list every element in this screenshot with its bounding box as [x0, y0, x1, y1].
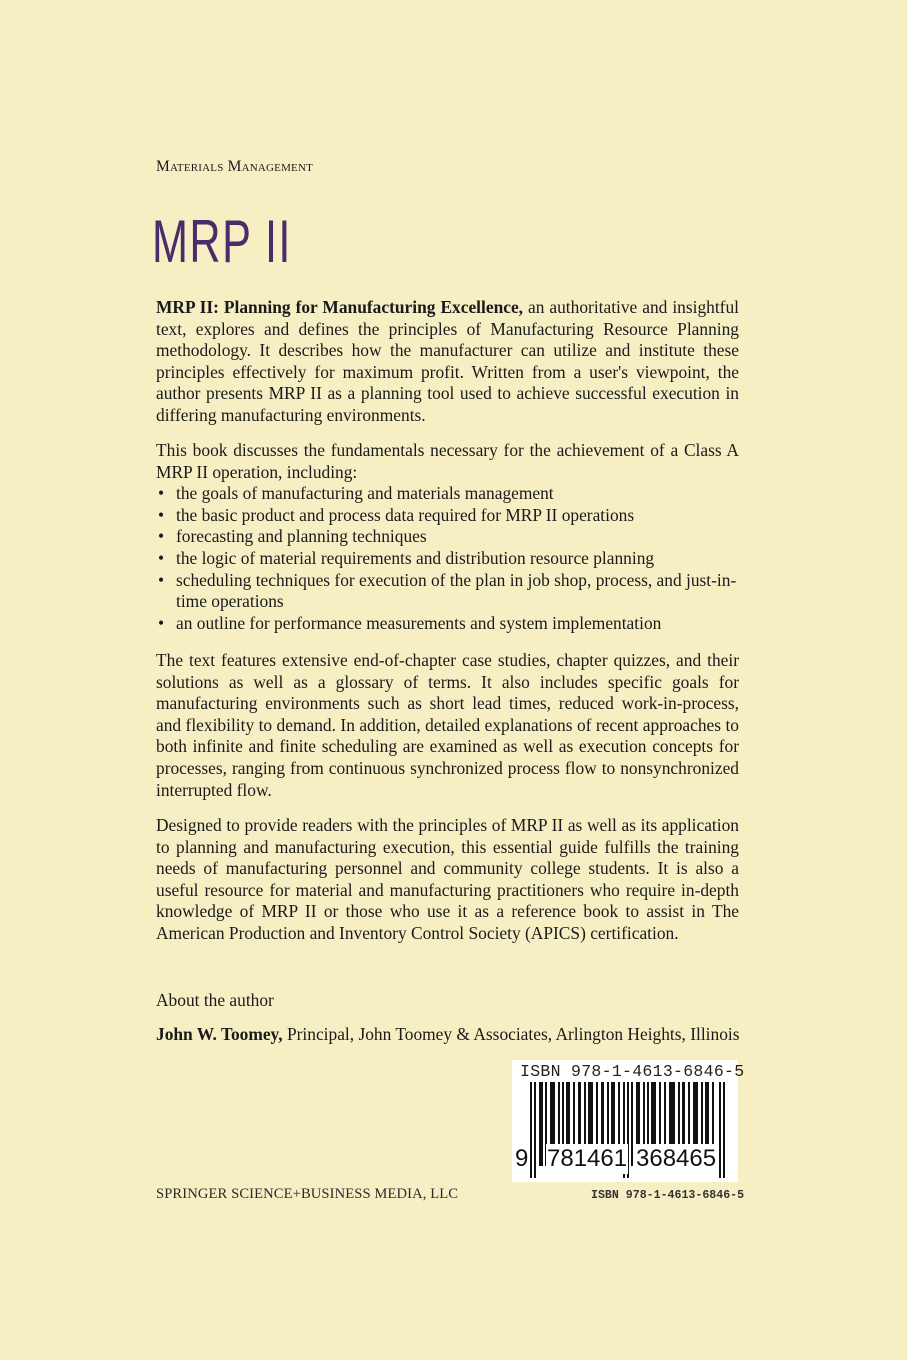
- book-title: MRP II: [152, 208, 292, 275]
- features-paragraph: The text features extensive end-of-chapter case studies, chapter quizzes, and their solutions as well as a glossary of terms. It also includes specific goals for manufacturing environments such as short lead times, reduced work-in-process, and flexibility to demand. In addition, detailed explanations of recent approaches to both infinite and finite scheduling are examined as well as execution concepts for processes, ranging from continuous synchronized process flow to nonsynchronized interrupted flow.: [156, 650, 739, 800]
- bullet-icon: •: [158, 612, 165, 633]
- author-name: John W. Toomey,: [156, 1024, 283, 1044]
- barcode-digits-right: 368465: [636, 1145, 717, 1172]
- fundamentals-lead: This book discusses the fundamentals necessary for the achievement of a Class A MRP II operation, including:: [156, 440, 739, 482]
- list-item-text: the goals of manufacturing and materials management: [176, 483, 554, 504]
- list-item-text: the basic product and process data required for MRP II operations: [176, 504, 635, 525]
- bullet-icon: •: [158, 504, 165, 525]
- list-item-text: forecasting and planning techniques: [176, 526, 427, 547]
- list-item: [156, 505, 739, 527]
- bullet-icon: •: [158, 569, 165, 590]
- intro-text: an authoritative and insightful text, explores and defines the principles of Manufacturing Resource Planning methodology. It describes how the manufacturer can utilize and institute these principles effectively for maximum profit. Written from a user's viewpoint, the author presents MRP II as a planning tool used to achieve successful execution in differing manufacturing environments.: [156, 297, 739, 425]
- bullet-icon: •: [158, 526, 165, 547]
- series-label: Materials Management: [156, 158, 314, 175]
- bullet-icon: •: [158, 547, 165, 568]
- author-info: [156, 1024, 740, 1045]
- author-details: Principal, John Toomey & Associates, Arlington Heights, Illinois: [282, 1024, 740, 1044]
- fundamentals-list: [156, 483, 739, 634]
- list-item: [156, 526, 739, 548]
- list-item: [156, 613, 739, 635]
- barcode-isbn-label: ISBN 978-1-4613-6846-5: [520, 1062, 745, 1081]
- audience-paragraph: Designed to provide readers with the principles of MRP II as well as its application to planning and manufacturing execution, this essential guide fulfills the training needs of manufacturing personnel and community college students. It is also a useful resource for material and manufacturing practitioners who require in-depth knowledge of MRP II or those who use it as a reference book to assist in The American Production and Inventory Control Society (APICS) certification.: [156, 815, 739, 943]
- list-item: [156, 548, 739, 570]
- list-item-text: the logic of material requirements and distribution resource planning: [176, 547, 655, 568]
- isbn-text: ISBN 978-1-4613-6846-5: [591, 1189, 745, 1202]
- list-item: [156, 570, 739, 613]
- barcode-digits-left: 781461: [547, 1145, 628, 1172]
- list-item: [156, 483, 739, 505]
- intro-paragraph: [156, 297, 739, 427]
- barcode-digit-prefix: 9: [515, 1145, 529, 1172]
- list-item-text: scheduling techniques for execution of the plan in job shop, process, and just-in-time operations: [176, 569, 737, 612]
- bullet-icon: •: [158, 483, 165, 504]
- intro-book-title: MRP II: Planning for Manufacturing Excellence,: [156, 297, 524, 317]
- list-item-text: an outline for performance measurements and system implementation: [176, 612, 662, 633]
- about-author-heading: About the author: [156, 990, 274, 1010]
- isbn-barcode: [512, 1060, 745, 1182]
- publisher-name: SPRINGER SCIENCE+BUSINESS MEDIA, LLC: [156, 1186, 459, 1202]
- fundamentals-section: [156, 440, 739, 634]
